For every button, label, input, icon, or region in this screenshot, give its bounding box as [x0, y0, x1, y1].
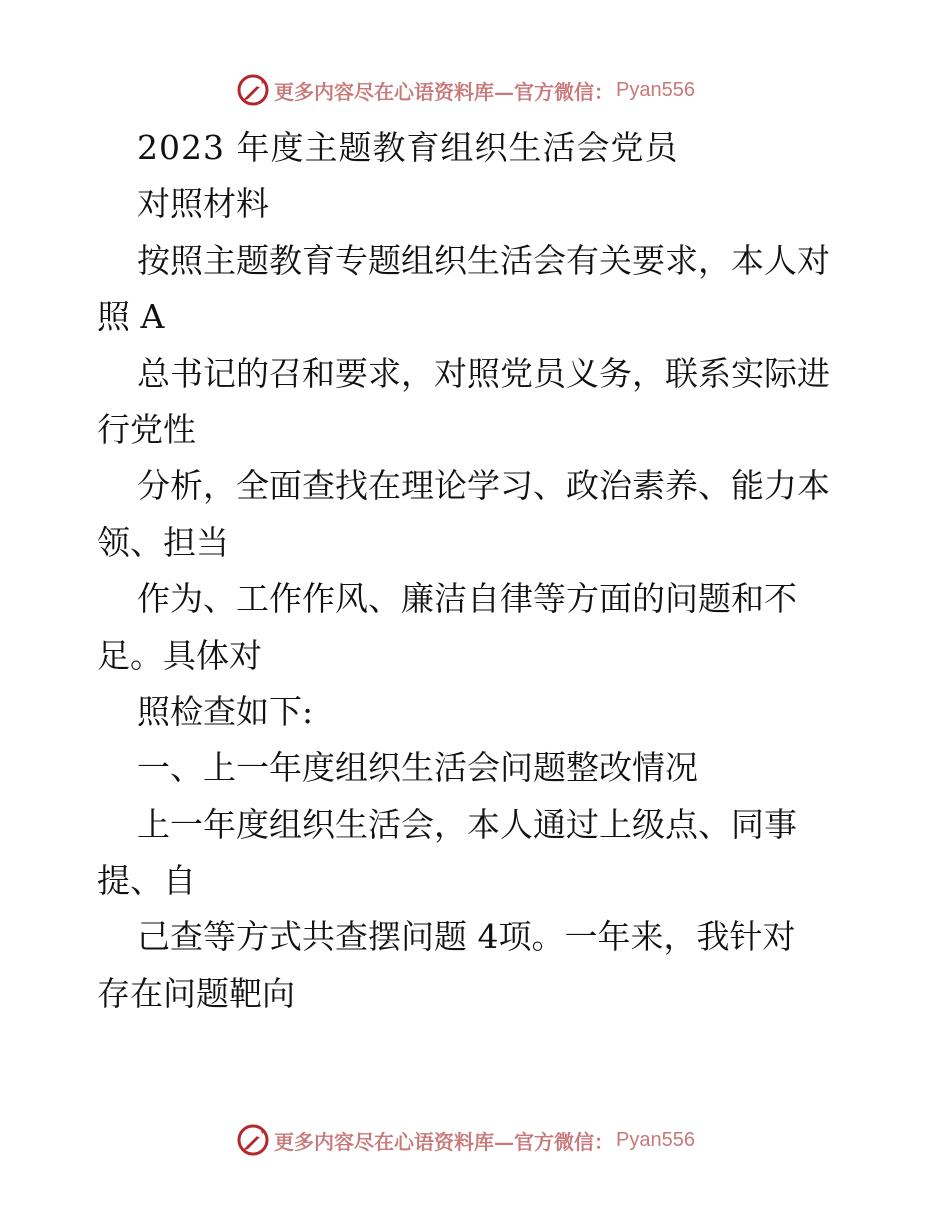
document-line: 上一年度组织生活会，本人通过上级点、同事 [137, 804, 797, 844]
document-line: 足。具体对 [97, 635, 262, 675]
document-line: 行党性 [97, 409, 196, 449]
document-line: 照 A [97, 297, 165, 337]
footer-banner-text: 更多内容尽在心语资料库—官方微信： [274, 1129, 614, 1154]
quill-pen-circle-icon [236, 73, 270, 107]
document-line: 2023 年度主题教育组织生活会党员 [137, 128, 679, 167]
quill-pen-circle-icon [236, 1123, 270, 1157]
document-line: 分析，全面查找在理论学习、政治素养、能力本 [137, 466, 830, 506]
document-line: 一、上一年度组织生活会问题整改情况 [137, 748, 698, 788]
document-line: 作为、工作作风、廉洁自律等方面的问题和不 [137, 579, 797, 619]
document-line: 总书记的召和要求，对照党员义务，联系实际进 [137, 353, 830, 393]
document-line: 提、自 [97, 861, 196, 901]
footer-watermark-banner [236, 1122, 695, 1158]
footer-banner-wechat-id: Pyan556 [616, 1128, 695, 1151]
header-watermark-banner [236, 72, 695, 108]
document-line: 存在问题靶向 [97, 973, 295, 1013]
document-line: 领、担当 [97, 522, 229, 562]
document-line: 照检查如下: [137, 691, 314, 731]
header-banner-text: 更多内容尽在心语资料库—官方微信： [274, 79, 614, 104]
document-line: 己查等方式共查摆问题 4项。一年来，我针对 [137, 917, 796, 957]
header-banner-wechat-id: Pyan556 [616, 78, 695, 101]
document-line: 按照主题教育专题组织生活会有关要求，本人对 [137, 240, 830, 280]
document-body [97, 120, 867, 1022]
document-line: 对照材料 [137, 184, 269, 224]
